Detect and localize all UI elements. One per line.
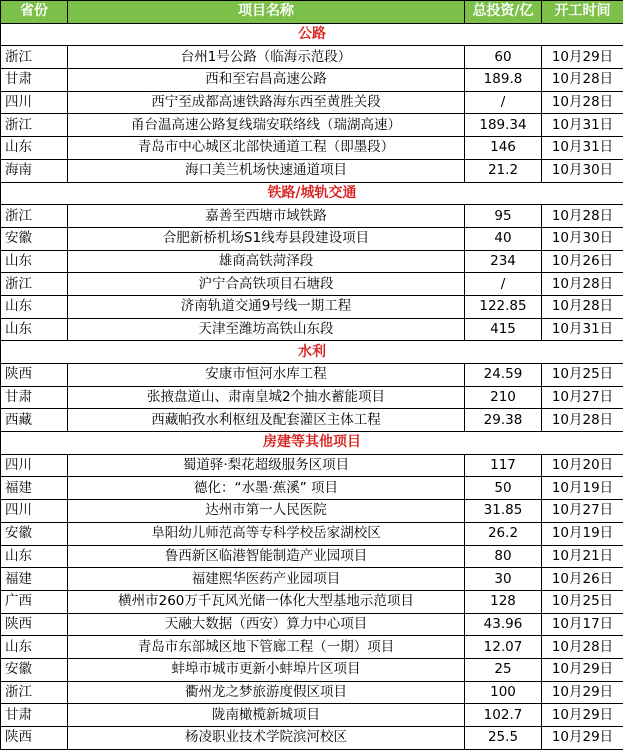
table-row — [1, 636, 623, 659]
section-row — [1, 23, 623, 46]
investment-cell: 50 — [465, 477, 542, 500]
province-cell: 海南 — [1, 159, 68, 182]
project-name-cell: 蜀道驿·梨花超级服务区项目 — [68, 454, 465, 477]
investment-cell: 210 — [465, 386, 542, 409]
investment-cell: 100 — [465, 681, 542, 704]
investment-cell: 122.85 — [465, 295, 542, 318]
start-date-cell: 10月17日 — [542, 613, 623, 636]
project-name-cell: 天融大数据（西安）算力中心项目 — [68, 613, 465, 636]
project-name-cell: 青岛市东部城区地下管廊工程（一期）项目 — [68, 636, 465, 659]
investment-cell: 26.2 — [465, 522, 542, 545]
province-cell: 福建 — [1, 568, 68, 591]
section-row — [1, 341, 623, 364]
project-name-cell: 蚌埠市城市更新小蚌埠片区项目 — [68, 658, 465, 681]
start-date-cell: 10月28日 — [542, 409, 623, 432]
province-cell: 甘肃 — [1, 69, 68, 92]
project-name-cell: 海口美兰机场快速通道项目 — [68, 159, 465, 182]
project-name-cell: 福建熙华医药产业园项目 — [68, 568, 465, 591]
province-cell: 广西 — [1, 590, 68, 613]
table-row — [1, 250, 623, 273]
table-row — [1, 704, 623, 727]
start-date-cell: 10月28日 — [542, 273, 623, 296]
project-name-cell: 德化：“水墨·蕉溪” 项目 — [68, 477, 465, 500]
investment-cell: 117 — [465, 454, 542, 477]
investment-cell: 29.38 — [465, 409, 542, 432]
start-date-cell: 10月28日 — [542, 205, 623, 228]
header-province: 省份 — [1, 1, 68, 24]
province-cell: 四川 — [1, 454, 68, 477]
table-row — [1, 318, 623, 341]
investment-cell: 43.96 — [465, 613, 542, 636]
project-name-cell: 鲁西新区临港智能制造产业园项目 — [68, 545, 465, 568]
project-name-cell: 青岛市中心城区北部快通道工程（即墨段） — [68, 137, 465, 160]
project-name-cell: 陇南橄榄新城项目 — [68, 704, 465, 727]
project-name-cell: 沪宁合高铁项目石塘段 — [68, 273, 465, 296]
province-cell: 浙江 — [1, 114, 68, 137]
start-date-cell: 10月27日 — [542, 386, 623, 409]
start-date-cell: 10月28日 — [542, 91, 623, 114]
investment-cell: 189.34 — [465, 114, 542, 137]
section-row — [1, 182, 623, 205]
investment-cell: 30 — [465, 568, 542, 591]
province-cell: 甘肃 — [1, 704, 68, 727]
investment-cell: 24.59 — [465, 364, 542, 387]
province-cell: 安徽 — [1, 522, 68, 545]
province-cell: 陕西 — [1, 364, 68, 387]
investment-cell: 146 — [465, 137, 542, 160]
table-row — [1, 69, 623, 92]
project-name-cell: 阜阳幼儿师范高等专科学校岳家湖校区 — [68, 522, 465, 545]
province-cell: 山东 — [1, 137, 68, 160]
table-row — [1, 590, 623, 613]
start-date-cell: 10月31日 — [542, 318, 623, 341]
province-cell: 浙江 — [1, 46, 68, 69]
table-body — [1, 23, 623, 749]
start-date-cell: 10月29日 — [542, 658, 623, 681]
province-cell: 陕西 — [1, 613, 68, 636]
province-cell: 浙江 — [1, 681, 68, 704]
investment-cell: / — [465, 91, 542, 114]
header-project: 项目名称 — [68, 1, 465, 24]
start-date-cell: 10月29日 — [542, 727, 623, 750]
header-investment: 总投资/亿 — [465, 1, 542, 24]
province-cell: 安徽 — [1, 658, 68, 681]
province-cell: 浙江 — [1, 273, 68, 296]
project-name-cell: 杨凌职业技术学院滨河校区 — [68, 727, 465, 750]
province-cell: 西藏 — [1, 409, 68, 432]
table-row — [1, 545, 623, 568]
table-row — [1, 114, 623, 137]
start-date-cell: 10月28日 — [542, 295, 623, 318]
province-cell: 福建 — [1, 477, 68, 500]
start-date-cell: 10月19日 — [542, 522, 623, 545]
start-date-cell: 10月25日 — [542, 364, 623, 387]
start-date-cell: 10月29日 — [542, 46, 623, 69]
project-name-cell: 达州市第一人民医院 — [68, 500, 465, 523]
table-row — [1, 477, 623, 500]
project-name-cell: 合肥新桥机场S1线寿县段建设项目 — [68, 227, 465, 250]
table-row — [1, 522, 623, 545]
section-title: 水利 — [1, 341, 623, 364]
table-row — [1, 500, 623, 523]
investment-cell: 25.5 — [465, 727, 542, 750]
investment-cell: 21.2 — [465, 159, 542, 182]
table-row — [1, 568, 623, 591]
investment-cell: 40 — [465, 227, 542, 250]
investment-cell: 60 — [465, 46, 542, 69]
header-row — [1, 1, 623, 24]
table-row — [1, 613, 623, 636]
project-name-cell: 台州1号公路（临海示范段） — [68, 46, 465, 69]
start-date-cell: 10月21日 — [542, 545, 623, 568]
investment-cell: 234 — [465, 250, 542, 273]
province-cell: 四川 — [1, 500, 68, 523]
table-row — [1, 137, 623, 160]
table-row — [1, 227, 623, 250]
province-cell: 浙江 — [1, 205, 68, 228]
start-date-cell: 10月30日 — [542, 159, 623, 182]
investment-cell: 80 — [465, 545, 542, 568]
start-date-cell: 10月28日 — [542, 636, 623, 659]
project-name-cell: 西宁至成都高速铁路海东西至黄胜关段 — [68, 91, 465, 114]
province-cell: 四川 — [1, 91, 68, 114]
project-name-cell: 张掖盘道山、肃南皇城2个抽水蓄能项目 — [68, 386, 465, 409]
project-name-cell: 雄商高铁菏泽段 — [68, 250, 465, 273]
investment-cell: 128 — [465, 590, 542, 613]
start-date-cell: 10月29日 — [542, 704, 623, 727]
project-name-cell: 衢州龙之梦旅游度假区项目 — [68, 681, 465, 704]
start-date-cell: 10月31日 — [542, 137, 623, 160]
investment-cell: 102.7 — [465, 704, 542, 727]
province-cell: 山东 — [1, 636, 68, 659]
province-cell: 山东 — [1, 545, 68, 568]
start-date-cell: 10月19日 — [542, 477, 623, 500]
table-row — [1, 727, 623, 750]
table-row — [1, 273, 623, 296]
investment-cell: 31.85 — [465, 500, 542, 523]
project-name-cell: 安康市恒河水库工程 — [68, 364, 465, 387]
table-row — [1, 295, 623, 318]
project-name-cell: 横州市260万千瓦风光储一体化大型基地示范项目 — [68, 590, 465, 613]
table-row — [1, 205, 623, 228]
table-row — [1, 364, 623, 387]
start-date-cell: 10月25日 — [542, 590, 623, 613]
province-cell: 甘肃 — [1, 386, 68, 409]
start-date-cell: 10月26日 — [542, 250, 623, 273]
project-name-cell: 济南轨道交通9号线一期工程 — [68, 295, 465, 318]
project-name-cell: 西藏帕孜水利枢纽及配套灌区主体工程 — [68, 409, 465, 432]
start-date-cell: 10月29日 — [542, 681, 623, 704]
investment-cell: / — [465, 273, 542, 296]
project-name-cell: 嘉善至西塘市域铁路 — [68, 205, 465, 228]
table-row — [1, 46, 623, 69]
project-name-cell: 西和至宕昌高速公路 — [68, 69, 465, 92]
investment-cell: 189.8 — [465, 69, 542, 92]
province-cell: 陕西 — [1, 727, 68, 750]
province-cell: 山东 — [1, 295, 68, 318]
start-date-cell: 10月30日 — [542, 227, 623, 250]
investment-cell: 95 — [465, 205, 542, 228]
section-title: 铁路/城轨交通 — [1, 182, 623, 205]
investment-cell: 25 — [465, 658, 542, 681]
start-date-cell: 10月26日 — [542, 568, 623, 591]
province-cell: 安徽 — [1, 227, 68, 250]
table-row — [1, 159, 623, 182]
table-row — [1, 386, 623, 409]
table-row — [1, 409, 623, 432]
province-cell: 山东 — [1, 250, 68, 273]
investment-cell: 415 — [465, 318, 542, 341]
section-title: 公路 — [1, 23, 623, 46]
table-row — [1, 658, 623, 681]
start-date-cell: 10月20日 — [542, 454, 623, 477]
section-row — [1, 432, 623, 455]
start-date-cell: 10月27日 — [542, 500, 623, 523]
project-name-cell: 甬台温高速公路复线瑞安联络线（瑞湖高速） — [68, 114, 465, 137]
table-row — [1, 91, 623, 114]
start-date-cell: 10月31日 — [542, 114, 623, 137]
investment-cell: 12.07 — [465, 636, 542, 659]
start-date-cell: 10月28日 — [542, 69, 623, 92]
province-cell: 山东 — [1, 318, 68, 341]
table-row — [1, 454, 623, 477]
project-name-cell: 天津至潍坊高铁山东段 — [68, 318, 465, 341]
header-start: 开工时间 — [542, 1, 623, 24]
section-title: 房建等其他项目 — [1, 432, 623, 455]
table-row — [1, 681, 623, 704]
